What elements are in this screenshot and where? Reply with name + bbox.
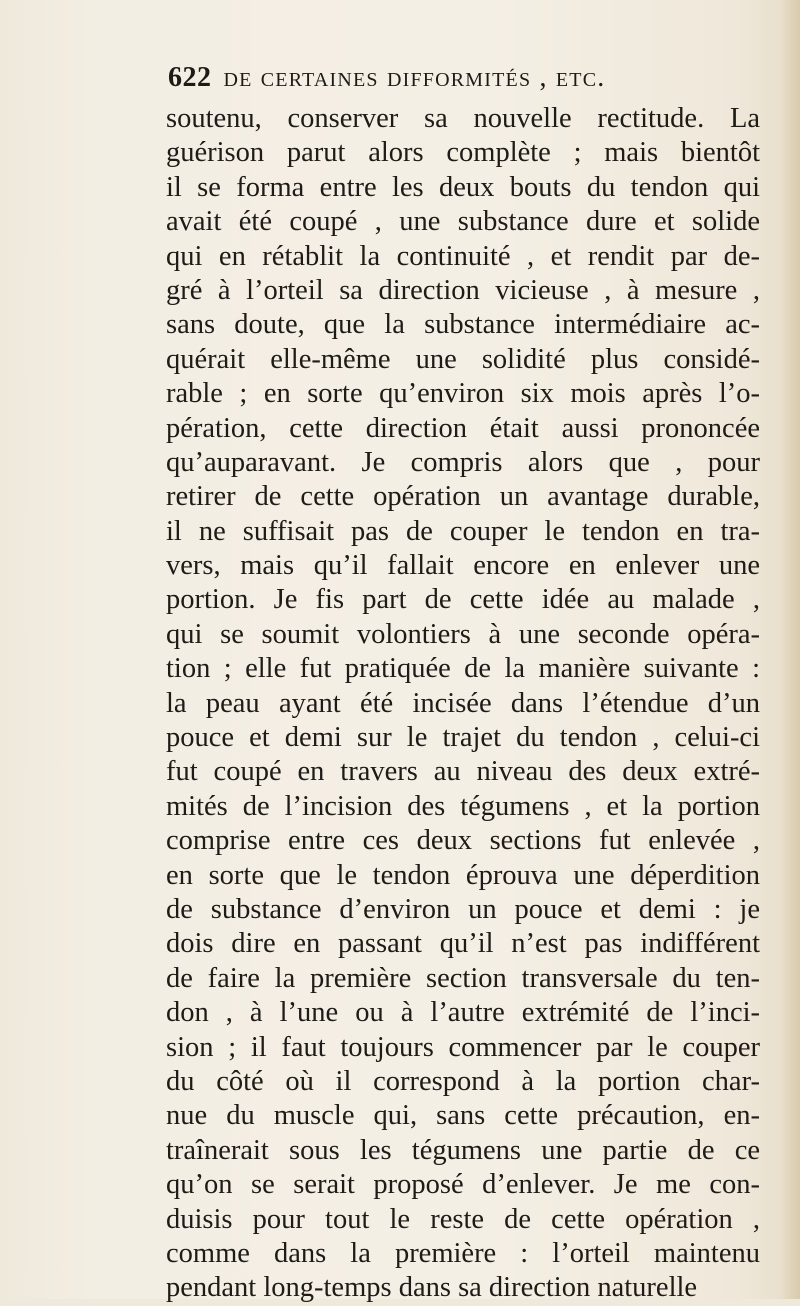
running-head <box>168 58 758 98</box>
text-line: pendant long-temps dans sa direction naturelle <box>166 1272 698 1304</box>
page-number: 622 <box>168 62 212 93</box>
text-line: dois dire en passant qu’il n’est pas indifférent <box>166 928 760 960</box>
text-line: qui se soumit volontiers à une seconde opéra- <box>166 618 760 650</box>
text-line: en sorte que le tendon éprouva une déperdition <box>166 859 760 891</box>
text-line: gré à l’orteil sa direction vicieuse , à mesure , <box>166 274 760 306</box>
text-line: qu’on se serait proposé d’enlever. Je me con- <box>166 1169 760 1201</box>
text-line: sans doute, que la substance intermédiaire ac- <box>166 309 760 341</box>
text-line: comprise entre ces deux sections fut enlevée , <box>166 825 760 857</box>
text-line: pération, cette direction était aussi prononcée <box>166 412 760 444</box>
text-line: portion. Je fis part de cette idée au malade , <box>166 584 760 616</box>
text-line: vers, mais qu’il fallait encore en enlever une <box>166 550 760 582</box>
text-line: fut coupé en travers au niveau des deux extré- <box>166 756 760 788</box>
body-text <box>166 102 760 1304</box>
text-line: qui en rétablit la continuité , et rendit par de- <box>166 240 760 272</box>
text-line: il se forma entre les deux bouts du tendon qui <box>166 171 760 203</box>
text-line: quérait elle-même une solidité plus considé- <box>166 343 760 375</box>
text-line: du côté où il correspond à la portion char- <box>166 1065 760 1097</box>
page-edge-shadow <box>780 0 800 1299</box>
text-line: sion ; il faut toujours commencer par le couper <box>166 1031 760 1063</box>
text-line: qu’auparavant. Je compris alors que , pour <box>166 446 760 478</box>
text-line: pouce et demi sur le trajet du tendon , celui-ci <box>166 722 760 754</box>
text-line: tion ; elle fut pratiquée de la manière suivante : <box>166 653 760 685</box>
text-line: avait été coupé , une substance dure et solide <box>166 206 760 238</box>
text-line: la peau ayant été incisée dans l’étendue d’un <box>166 687 760 719</box>
text-line: retirer de cette opération un avantage durable, <box>166 481 760 513</box>
text-line: mités de l’incision des tégumens , et la portion <box>166 790 760 822</box>
text-line: soutenu, conserver sa nouvelle rectitude. La <box>166 103 760 134</box>
text-line: rable ; en sorte qu’environ six mois après l’o- <box>166 378 760 410</box>
text-line: traînerait sous les tégumens une partie de ce <box>166 1134 760 1166</box>
text-line: de substance d’environ un pouce et demi : je <box>166 893 760 925</box>
text-line: duisis pour tout le reste de cette opération , <box>166 1203 760 1235</box>
text-line: comme dans la première : l’orteil maintenu <box>166 1237 760 1269</box>
text-line: don , à l’une ou à l’autre extrémité de l’inci- <box>166 997 760 1029</box>
text-line: il ne suffisait pas de couper le tendon en tra- <box>166 515 760 547</box>
running-title: de certaines difformités , etc. <box>223 62 606 93</box>
text-line: de faire la première section transversale du ten- <box>166 962 760 994</box>
text-line: nue du muscle qui, sans cette précaution, en- <box>166 1100 760 1132</box>
text-line: guérison parut alors complète ; mais bientôt <box>166 137 760 169</box>
